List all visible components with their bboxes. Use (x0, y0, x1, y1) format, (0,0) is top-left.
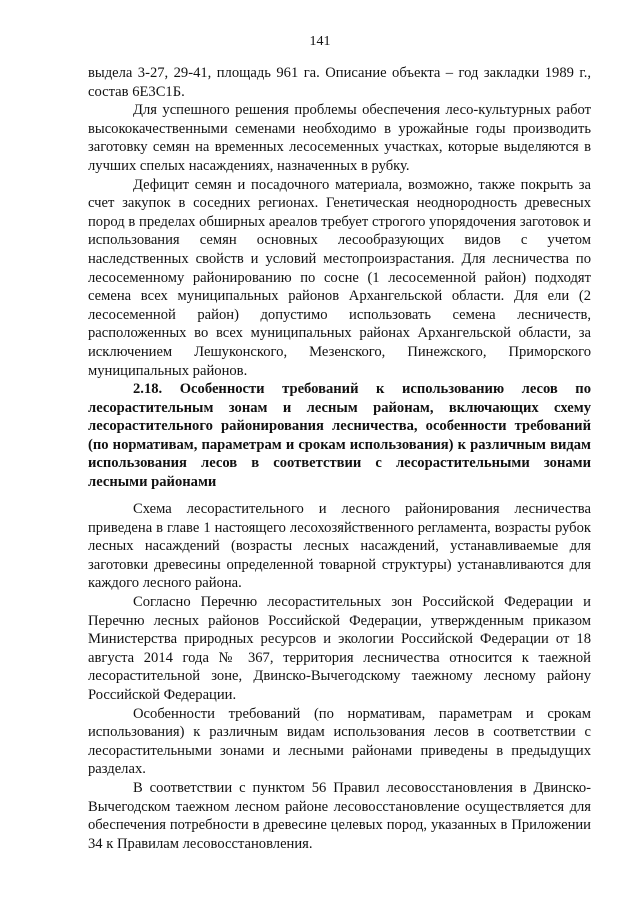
page-number: 141 (309, 34, 331, 49)
paragraph: Схема лесорастительного и лесного районирования лесничества приведена в главе 1 настоящего лесохозяйственного регламента, возрасты рубок лесных насаждений (возрасты лесных насаждений, устанавливаемые для заготовки древесины определенной товарной структуры) устанавливаются для каждого лесного района. (88, 501, 591, 592)
paragraph: выдела 3-27, 29-41, площадь 961 га. Описание объекта – год закладки 1989 г., состав 6Е3С1Б. (88, 65, 591, 100)
paragraph: Для успешного решения проблемы обеспечения лесо-культурных работ высококачественными семенами необходимо в урожайные годы производить заготовку семян на временных лесосеменных участках, которые выделяются в лучших спелых насаждениях, назначенных в рубку. (88, 102, 591, 174)
paragraph: Дефицит семян и посадочного материала, возможно, также покрыть за счет закупок в соседних регионах. Генетическая неоднородность древесных пород в пределах обширных ареалов требует строгого упорядочения заготовок и использования семян основных лесообразующих видов с учетом наследственных свойств и условий местопроизрастания. Для лесничества по лесосеменному районированию по сосне (1 лесосеменной район) подходят семена всех муниципальных районов Архангельской области. Для ели (2 лесосеменной район) допустимо использовать семена лесничеств, расположенных во всех муниципальных районах Архангельской области, за исключением Лешуконского, Мезенского, Пинежского, Приморского муниципальных районов. (88, 176, 591, 379)
paragraph: В соответствии с пунктом 56 Правил лесовосстановления в Двинско-Вычегодском таежном лесном районе лесовосстановление осуществляется для обеспечения потребности в древесине целевых пород, указанных в Приложении 34 к Правилам лесовосстановления. (88, 779, 591, 852)
body-text-bottom (88, 500, 591, 853)
body-text-top (88, 64, 591, 380)
paragraph: Особенности требований (по нормативам, параметрам и срокам использования) к различным видам использования лесов в соответствии с лесорастительными зонами и лесными районами приведены в предыдущих разделах. (88, 705, 591, 778)
section-heading: 2.18. Особенности требований к использованию лесов по лесорастительным зонам и лесным районам, включающих схему лесорастительного районирования лесничества, особенности требований (по нормативам, параметрам и срокам использования) к различным видам использования лесов в соответствии с лесорастительными зонами лесными районами (88, 381, 591, 490)
paragraph: Согласно Перечню лесорастительных зон Российской Федерации и Перечню лесных районов Российской Федерации, утвержденным приказом Министерства природных ресурсов и экологии Российской Федерации от 18 августа 2014 года № 367, территория лесничества относится к таежной лесорастительной зоне, Двинско-Вычегодскому таежному лесному району Российской Федерации. (88, 593, 591, 703)
